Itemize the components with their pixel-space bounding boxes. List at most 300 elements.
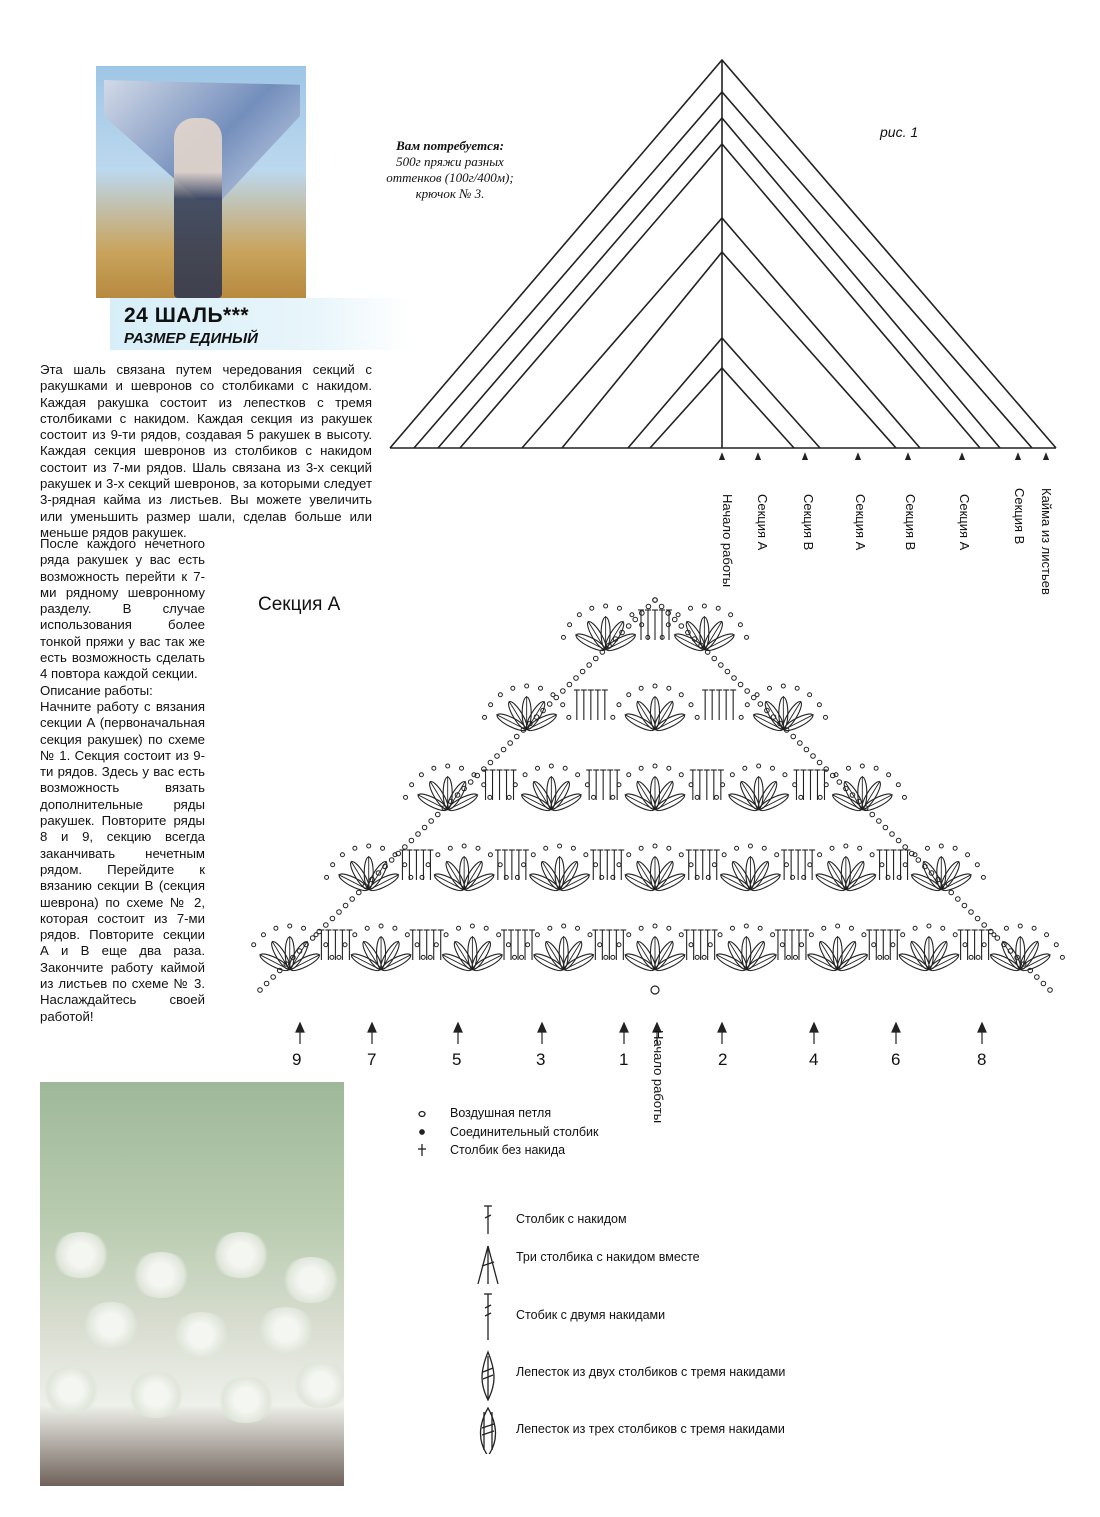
chain-stitch	[781, 684, 785, 688]
chain-stitch	[1054, 943, 1058, 947]
chain-stitch	[646, 604, 651, 609]
chain-stitch	[548, 926, 552, 930]
chain-stitch	[567, 682, 572, 687]
arrow	[958, 454, 966, 460]
materials-heading: Вам потребуется:	[396, 138, 504, 153]
chain-stitch	[666, 611, 671, 616]
chain-stitch	[896, 783, 900, 787]
chain-stitch	[483, 715, 487, 719]
chain-stitch	[823, 715, 827, 719]
chain-stitch	[679, 773, 683, 777]
chain-stitch	[604, 604, 608, 608]
page-subtitle: РАЗМЕР ЕДИНЫЙ	[124, 330, 258, 347]
chain-stitch	[722, 853, 726, 857]
chain-stitch	[725, 669, 730, 674]
chain-stitch	[1048, 988, 1053, 993]
chain-stitch	[941, 926, 945, 930]
chain-stitch	[591, 795, 595, 799]
chain-stitch	[836, 924, 840, 928]
chain-stitch	[561, 635, 565, 639]
chain-stitch	[653, 764, 657, 768]
arrow	[1014, 454, 1022, 460]
chain-stitch	[896, 838, 901, 843]
chain-stitch	[522, 863, 526, 867]
chain-stitch	[679, 624, 684, 629]
chain-stitch	[539, 686, 543, 690]
chain-stitch	[356, 890, 361, 895]
chain-stitch	[860, 764, 864, 768]
chain-stitch	[507, 795, 511, 799]
chain-stitch	[780, 943, 784, 947]
chain-stitch	[784, 863, 788, 867]
chain-stitch	[818, 795, 822, 799]
three-dc-together-icon	[478, 1246, 498, 1284]
chain-stitch	[460, 766, 464, 770]
chain-stitch	[508, 741, 513, 746]
chain-stitch	[640, 611, 645, 616]
lace-motif	[215, 1377, 277, 1423]
chain-stitch	[627, 693, 631, 697]
chain-stitch	[679, 933, 683, 937]
chain-stitch	[676, 613, 680, 617]
arrow	[801, 454, 809, 460]
chain-stitch	[393, 926, 397, 930]
section-label-a: Секция А	[755, 494, 770, 551]
chain-stitch	[484, 926, 488, 930]
chain-stitch	[901, 933, 905, 937]
chain-stitch	[666, 623, 670, 627]
chain-stitch	[653, 684, 657, 688]
petal-two-icon	[482, 1352, 494, 1400]
chain-stitch	[536, 766, 540, 770]
chain-stitch	[730, 773, 734, 777]
row-arrows	[290, 1022, 1010, 1048]
chain-stitch	[878, 955, 882, 959]
chain-stitch	[735, 846, 739, 850]
chain-stitch	[531, 853, 535, 857]
chain-stitch	[743, 766, 747, 770]
chain-stitch	[403, 863, 407, 867]
chain-stitch	[786, 955, 790, 959]
chain-stitch	[639, 926, 643, 930]
chain-stitch	[667, 846, 671, 850]
chain-stitch	[667, 926, 671, 930]
chart-stitches	[250, 598, 1064, 994]
chain-stitch	[976, 955, 980, 959]
description-continued	[40, 536, 205, 1025]
chain-stitch	[804, 747, 809, 752]
chain-stitch	[288, 924, 292, 928]
chain-stitch	[956, 897, 961, 902]
chain-stitch	[903, 845, 908, 850]
chain-stitch	[330, 955, 334, 959]
chain-stitch	[870, 853, 874, 857]
chain-stitch	[561, 689, 566, 694]
lace-motif	[130, 1252, 192, 1298]
chain-stitch	[381, 846, 385, 850]
chain-stitch	[434, 943, 438, 947]
slip-stitch-icon	[420, 1130, 424, 1134]
chain-stitch	[689, 943, 693, 947]
chain-stitch	[574, 676, 579, 681]
chain-stitch	[436, 853, 440, 857]
chain-stitch	[488, 795, 492, 799]
start-ring	[651, 986, 659, 994]
chain-stitch	[415, 943, 419, 947]
chain-stitch	[580, 669, 585, 674]
chain-stitch	[902, 795, 906, 799]
chain-stitch	[748, 844, 752, 848]
chain-stitch	[337, 910, 342, 915]
chain-stitch	[639, 846, 643, 850]
chain-stitch	[716, 606, 720, 610]
arrow	[296, 1023, 304, 1032]
lace-motif	[125, 1372, 187, 1418]
chain-stitch	[576, 926, 580, 930]
arrow	[854, 454, 862, 460]
chain-stitch	[870, 812, 875, 817]
chain-stitch	[520, 955, 524, 959]
row-number: 4	[809, 1050, 819, 1069]
petal-three-icon	[481, 1408, 496, 1454]
chain-stitch	[497, 933, 501, 937]
legend-slip-stitch: Соединительный столбик	[450, 1125, 599, 1139]
chain-stitch	[409, 838, 414, 843]
chain-stitch	[791, 734, 796, 739]
chain-stitch	[653, 844, 657, 848]
chain-stitch	[337, 955, 341, 959]
chain-stitch	[633, 617, 638, 622]
chain-stitch	[891, 943, 895, 947]
chain-stitch	[617, 863, 621, 867]
section-triangle-diagram	[380, 50, 1070, 460]
chain-stitch	[830, 846, 834, 850]
chain-stitch	[1004, 926, 1008, 930]
chain-stitch	[462, 844, 466, 848]
chain-stitch	[576, 773, 580, 777]
arrow	[718, 1023, 726, 1032]
chain-stitch	[689, 863, 693, 867]
crochet-chart-section-a	[250, 590, 1070, 1030]
chain-stitch	[562, 924, 566, 928]
row-number: 6	[891, 1050, 901, 1069]
chain-stitch	[264, 981, 269, 986]
arrow	[810, 1023, 818, 1032]
model-figure	[174, 118, 222, 298]
lace-motif	[50, 1232, 112, 1278]
chain-stitch	[353, 846, 357, 850]
chain-stitch	[775, 853, 779, 857]
chain-stitch	[1060, 955, 1064, 959]
chain-stitch	[877, 819, 882, 824]
lace-motif	[280, 1257, 342, 1303]
description-paragraph: После каждого нечетного ряда ракушек у вас есть возможность перейти к 7-ми рядному шевронному разделу. В случае использования более тонкой пряжи у вас так же есть возможность сделать 4 повтора каждой секции.	[40, 536, 205, 682]
chain-stitch	[849, 926, 853, 930]
row-number: 8	[977, 1050, 987, 1069]
chain-stitch	[626, 624, 631, 629]
chain-stitch	[594, 863, 598, 867]
chain-stitch	[874, 766, 878, 770]
chain-stitch	[584, 853, 588, 857]
chain-stitch	[695, 795, 699, 799]
chain-stitch	[258, 988, 263, 993]
chain-stitch	[617, 703, 621, 707]
chain-stitch	[837, 780, 842, 785]
triangle-outline	[438, 118, 1000, 448]
chain-stitch	[498, 863, 502, 867]
chain-stitch	[446, 764, 450, 768]
legend-chain: Воздушная петля	[450, 1106, 552, 1120]
chain-stitch	[506, 943, 510, 947]
chain-stitch	[639, 686, 643, 690]
section-label-start: Начало работы	[720, 494, 735, 588]
arrow	[620, 1023, 628, 1032]
row-number: 2	[718, 1050, 728, 1069]
chain-stitch	[981, 875, 985, 879]
chain-stitch	[992, 933, 996, 937]
materials-line: оттенков (100г/400м);	[386, 170, 514, 185]
chain-stitch	[939, 844, 943, 848]
chain-stitch	[667, 686, 671, 690]
chain-stitch	[389, 858, 394, 863]
chain-stitch	[598, 943, 602, 947]
triangle-outline	[628, 338, 820, 448]
chain-stitch	[421, 955, 425, 959]
chain-stitch	[590, 606, 594, 610]
chain-stitch	[770, 766, 774, 770]
chain-stitch	[526, 943, 530, 947]
chain-stitch	[887, 773, 891, 777]
arrow	[1042, 454, 1050, 460]
chain-stitch	[488, 853, 492, 857]
section-label-b: Секция В	[801, 494, 816, 551]
chain-stitch	[1035, 975, 1040, 980]
chain-stitch	[523, 773, 527, 777]
chain-icon	[419, 1112, 425, 1117]
chain-stitch	[457, 926, 461, 930]
chain-stitch	[689, 703, 693, 707]
chain-stitch	[913, 926, 917, 930]
chain-stitch	[617, 606, 621, 610]
chain-stitch	[702, 604, 706, 608]
chain-stitch	[593, 656, 598, 661]
arrow	[892, 1023, 900, 1032]
chain-stitch	[953, 846, 957, 850]
chain-stitch	[627, 773, 631, 777]
arrow	[718, 454, 726, 460]
chain-stitch	[771, 933, 775, 937]
chain-stitch	[640, 623, 644, 627]
chain-stitch	[689, 606, 693, 610]
chain-stitch	[568, 623, 572, 627]
row-number: 9	[292, 1050, 302, 1069]
lace-motif	[210, 1232, 272, 1278]
chain-stitch	[793, 955, 797, 959]
lace-detail-photo	[40, 1082, 344, 1486]
chain-stitch	[925, 846, 929, 850]
chain-stitch	[745, 635, 749, 639]
chain-stitch	[604, 955, 608, 959]
chain-stitch	[513, 955, 517, 959]
chain-stitch	[405, 933, 409, 937]
chain-stitch	[953, 933, 957, 937]
chain-stitch	[758, 702, 763, 707]
chain-stitch	[883, 825, 888, 830]
chain-stitch	[495, 754, 500, 759]
chain-stitch	[588, 933, 592, 937]
chain-stitch	[563, 766, 567, 770]
chain-stitch	[488, 760, 493, 765]
chain-stitch	[314, 933, 318, 937]
figure-label: рис. 1	[880, 124, 919, 140]
triangle-outline	[562, 252, 896, 448]
chain-stitch	[732, 676, 737, 681]
chain-stitch	[501, 747, 506, 752]
chain-stitch	[798, 741, 803, 746]
chain-stitch	[679, 853, 683, 857]
chain-stitch	[818, 853, 822, 857]
chain-stitch	[880, 863, 884, 867]
chain-stitch	[331, 863, 335, 867]
chain-stitch	[653, 924, 657, 928]
chain-stitch	[577, 613, 581, 617]
chart-title: Секция А	[258, 594, 341, 615]
chain-stitch	[738, 623, 742, 627]
chain-stitch	[653, 598, 658, 603]
chain-stitch	[470, 924, 474, 928]
chain-stitch	[379, 924, 383, 928]
arrow	[368, 1023, 376, 1032]
chain-stitch	[808, 863, 812, 867]
page-title: 24 ШАЛЬ***	[124, 304, 250, 327]
chain-stitch	[330, 916, 335, 921]
chain-stitch	[551, 693, 555, 697]
chain-stitch	[252, 943, 256, 947]
chain-stitch	[927, 924, 931, 928]
description-heading: Описание работы:	[40, 682, 153, 698]
chain-stitch	[949, 890, 954, 895]
chain-stitch	[422, 825, 427, 830]
chain-stitch	[525, 684, 529, 688]
lace-motif	[80, 1302, 142, 1348]
arrow	[754, 454, 762, 460]
description-paragraph: Начните работу с вязания секции А (первоначальная секция ракушек) по схеме № 1. Секция состоит из 9-ти рядов. Здесь у вас есть возможность вязать дополнительные ряды ракушек. Повторите ряды 8 и 9, секцию всегда заканчивать нечетным рядом. Перейдите к вязанию секции В (секция шеврона) по схеме № 2, которая состоит из 7-ми рядов. Повторите секции А и В еще два раза. Закончите работу каймой из листьев по схеме № 3. Наслаждайтесь своей работой!	[40, 698, 205, 1024]
chain-stitch	[969, 910, 974, 915]
chain-stitch	[271, 975, 276, 980]
chain-stitch	[429, 819, 434, 824]
legend-petal-three: Лепесток из трех столбиков с тремя накидами	[516, 1422, 785, 1436]
chain-stitch	[667, 766, 671, 770]
chain-stitch	[611, 715, 615, 719]
chain-stitch	[324, 923, 329, 928]
chain-stitch	[745, 689, 750, 694]
row-number: 7	[367, 1050, 377, 1069]
chain-stitch	[416, 832, 421, 837]
chain-stitch	[799, 795, 803, 799]
chain-stitch	[730, 926, 734, 930]
chain-stitch	[858, 846, 862, 850]
chain-stitch	[744, 924, 748, 928]
chain-stitch	[432, 766, 436, 770]
chain-stitch	[274, 926, 278, 930]
chain-stitch	[547, 702, 552, 707]
chain-stitch	[444, 933, 448, 937]
chain-stitch	[795, 686, 799, 690]
chain-stitch	[846, 766, 850, 770]
chain-stitch	[448, 846, 452, 850]
chain-stitch	[1041, 981, 1046, 986]
chain-stitch	[428, 955, 432, 959]
chain-stitch	[587, 663, 592, 668]
lace-motif	[290, 1362, 344, 1408]
row-number: 3	[536, 1050, 546, 1069]
chain-stitch	[817, 703, 821, 707]
chain-stitch	[627, 853, 631, 857]
chain-stitch	[862, 933, 866, 937]
chain-stitch	[659, 604, 664, 609]
chain-stitch	[712, 656, 717, 661]
chain-stitch	[679, 693, 683, 697]
chain-stitch	[695, 715, 699, 719]
chain-stitch	[1032, 926, 1036, 930]
lace-motif	[40, 1367, 102, 1413]
section-label-a: Секция А	[853, 494, 868, 551]
chain-stitch	[975, 863, 979, 867]
chain-stitch	[302, 926, 306, 930]
chain-stitch	[715, 795, 719, 799]
chain-stitch	[353, 933, 357, 937]
chain-stitch	[611, 795, 615, 799]
chain-stitch	[808, 693, 812, 697]
section-label-border: Кайма из листьев	[1039, 488, 1054, 595]
treble-crochet-icon	[484, 1294, 492, 1340]
chain-stitch	[476, 846, 480, 850]
chain-stitch	[567, 715, 571, 719]
chain-stitch	[963, 943, 967, 947]
chain-stitch	[617, 943, 621, 947]
chain-stitch	[719, 663, 724, 668]
legend-three-dc-together: Три столбика с накидом вместе	[516, 1250, 700, 1264]
chain-stitch	[817, 760, 822, 765]
chain-stitch	[982, 923, 987, 928]
chain-stitch	[809, 933, 813, 937]
triangle-outline	[460, 144, 980, 448]
chain-stitch	[739, 715, 743, 719]
double-crochet-icon	[484, 1206, 492, 1234]
chain-stitch	[404, 795, 408, 799]
chain-stitch	[261, 933, 265, 937]
chain-stitch	[695, 955, 699, 959]
chain-stitch	[783, 773, 787, 777]
lace-motif	[255, 1307, 317, 1353]
chain-stitch	[811, 754, 816, 759]
chain-stitch	[343, 903, 348, 908]
chain-stitch	[758, 926, 762, 930]
chain-stitch	[627, 933, 631, 937]
chain-stitch	[755, 693, 759, 697]
chain-stitch	[340, 853, 344, 857]
chain-stitch	[745, 703, 749, 707]
chain-stitch	[962, 903, 967, 908]
legend-treble-crochet: Стобик с двумя накидами	[516, 1308, 666, 1322]
chain-stitch	[350, 897, 355, 902]
chain-stitch	[702, 955, 706, 959]
legend-single-crochet: Столбик без накида	[450, 1143, 566, 1157]
chain-stitch	[975, 916, 980, 921]
chain-stitch	[419, 773, 423, 777]
chain-stitch	[890, 832, 895, 837]
row-number: 5	[452, 1050, 462, 1069]
